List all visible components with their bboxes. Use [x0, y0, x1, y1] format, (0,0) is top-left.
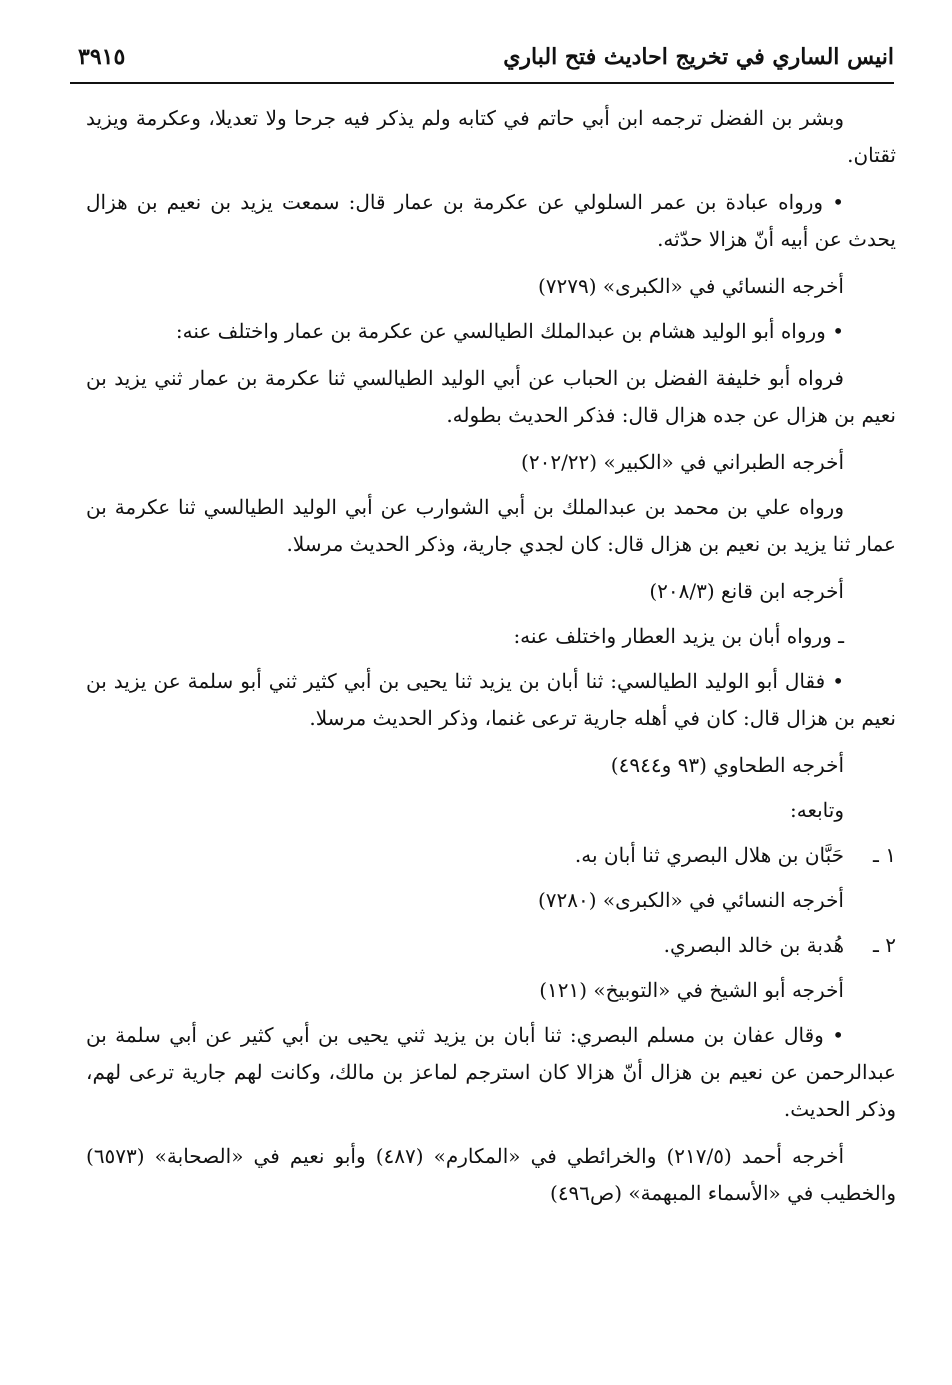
citation-tahawi: أخرجه الطحاوي (٩٣ و٤٩٤٤) [610, 753, 844, 777]
citation-tabarani: أخرجه الطبراني في «الكبير» (٢٠٢/٢٢) [521, 450, 844, 474]
citation-ibn-qani: أخرجه ابن قانع (٢٠٨/٣) [649, 579, 844, 603]
label-followed-by: وتابعه: [790, 798, 844, 822]
paragraph-tayalisi-aban: • فقال أبو الوليد الطيالسي: ثنا أبان بن يزيد ثنا يحيى بن أبي كثير ثني أبو سلمة عن يزيد بن نعيم بن هزال قال: كان في أهله جارية ترعى غنما، وذكر الحديث مرسلا. [86, 669, 896, 730]
book-title: انيس الساري في تخريج احاديث فتح الباري [503, 44, 894, 70]
follower-item-1 [86, 837, 896, 874]
page-number: ٣٩١٥ [78, 44, 126, 70]
follower-text-1: حَبَّان بن هلال البصري ثنا أبان به. [574, 843, 844, 867]
citation-nasai-7279: أخرجه النسائي في «الكبرى» (٧٢٧٩) [537, 274, 844, 298]
citation-nasai-7280: أخرجه النسائي في «الكبرى» (٧٢٨٠) [537, 888, 844, 912]
citation-abu-al-shaykh: أخرجه أبو الشيخ في «التوبيخ» (١٢١) [539, 978, 844, 1002]
follower-text-2: هُدبة بن خالد البصري. [663, 933, 844, 957]
citation-ahmad-and-others: أخرجه أحمد (٢١٧/٥) والخرائطي في «المكارم» (٤٨٧) وأبو نعيم في «الصحابة» (٦٥٧٣) والخطيب في «الأسماء المبهمة» (ص٤٩٦) [86, 1144, 896, 1205]
paragraph-narrators-assessment: وبشر بن الفضل ترجمه ابن أبي حاتم في كتابه ولم يذكر فيه جرحا ولا تعديلا، وعكرمة ويزيد ثقتان. [86, 106, 896, 167]
follower-number-2: ٢ ـ [873, 933, 896, 957]
paragraph-abu-al-walid: • ورواه أبو الوليد هشام بن عبدالملك الطيالسي عن عكرمة بن عمار واختلف عنه: [175, 319, 844, 343]
paragraph-affan-bin-muslim: • وقال عفان بن مسلم البصري: ثنا أبان بن يزيد ثني يحيى بن أبي كثير عن أبي سلمة بن عبدالرحمن عن نعيم بن هزال أنّ هزالا كان استرجم لماعز بن مالك، وكانت لهم جارية ترعى لهم، وذكر الحديث. [86, 1023, 896, 1121]
page-header [70, 42, 894, 84]
paragraph-aban-bin-yazid: ـ ورواه أبان بن يزيد العطار واختلف عنه: [513, 624, 844, 648]
follower-item-2 [86, 927, 896, 964]
paragraph-ubadah-narration: • ورواه عبادة بن عمر السلولي عن عكرمة بن عمار قال: سمعت يزيد بن نعيم بن هزال يحدث عن أبيه أنّ هزالا حدّثه. [86, 190, 896, 251]
follower-number-1: ١ ـ [873, 843, 896, 867]
page-body [86, 100, 896, 1222]
paragraph-abu-khalifa: فرواه أبو خليفة الفضل بن الحباب عن أبي الوليد الطيالسي ثنا عكرمة بن عمار ثني يزيد بن نعيم بن هزال عن جده هزال قال: فذكر الحديث بطوله. [86, 366, 896, 427]
paragraph-ali-bin-muhammad: ورواه علي بن محمد بن عبدالملك بن أبي الشوارب عن أبي الوليد الطيالسي ثنا عكرمة بن عمار ثنا يزيد بن نعيم بن هزال قال: كان لجدي جارية، وذكر الحديث مرسلا. [86, 495, 896, 556]
